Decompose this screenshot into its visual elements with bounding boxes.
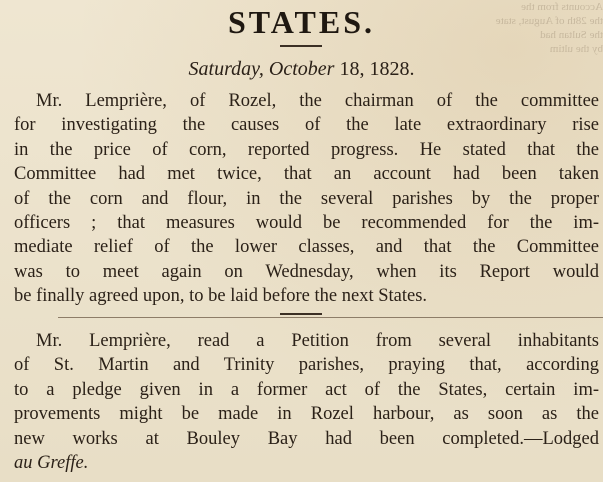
paragraph-line: Committee had met twice, that an account had been taken [14,164,599,185]
paragraph-2 [14,329,599,475]
dateline-date: 18, 1828. [339,58,415,80]
paragraph-line: to a pledge given in a former act of the States, certain im- [14,379,599,400]
paragraph-line: was to meet again on Wednesday, when its Report would [14,261,599,282]
paragraph-line: Mr. Lemprière, of Rozel, the chairman of the committee [36,91,599,111]
paragraph-line: of the corn and flour, in the several parishes by the proper [14,188,599,209]
bleed-through-text: Accounts from the the 28th of August, state the Sultan had by the ultim [495,1,603,55]
paragraph-line: mediate relief of the lower classes, and that the Committee [14,237,599,258]
paragraph-line: for investigating the causes of the late extraordinary rise [14,115,599,136]
paragraph-line: in the price of corn, reported progress. He stated that the [14,139,599,160]
heading-rule [280,45,322,47]
paragraph-line: provements might be made in Rozel harbour, as soon as the [14,404,599,425]
section-heading: STATES. [228,4,375,40]
dateline-day: Saturday, October [188,58,335,80]
paragraph-1 [14,89,599,309]
paragraph-line: new works at Bouley Bay had been completed.—Lodged [14,428,599,449]
column-rule [58,317,603,318]
section-divider [280,313,322,315]
dateline [0,58,603,81]
paragraph-line: of St. Martin and Trinity parishes, praying that, according [14,355,599,376]
paragraph-line: be finally agreed upon, to be laid before the next States. [14,286,428,307]
paragraph-line: officers ; that measures would be recommended for the im- [14,213,599,234]
paragraph-line: au Greffe. [14,453,89,474]
paragraph-line: Mr. Lemprière, read a Petition from several inhabitants [36,331,599,351]
